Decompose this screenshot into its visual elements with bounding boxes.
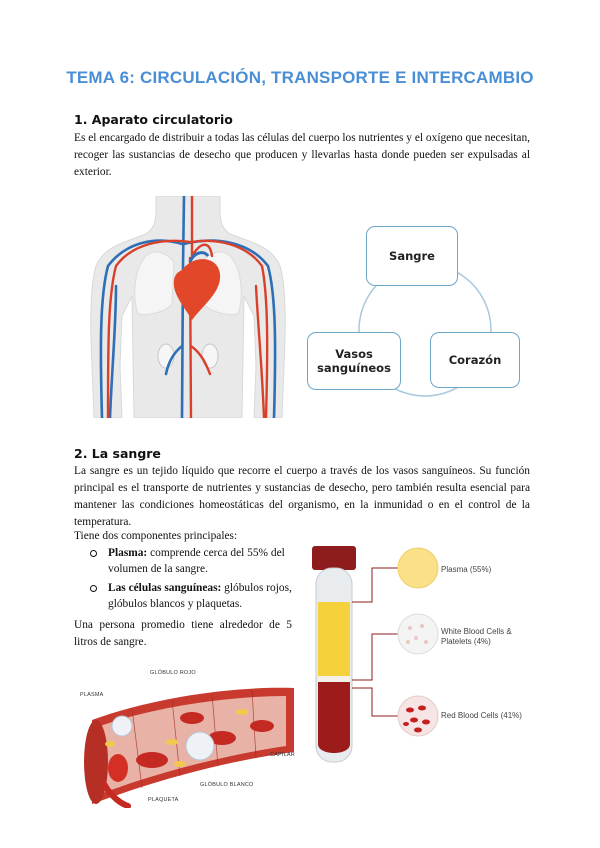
section-paragraph-aparato: Es el encargado de distribuir a todas las células del cuerpo los nutrientes y el oxígeno que necesitan, recoger las sustancias de desecho que producen y llevarlas hasta donde pueden ser expulsadas al exterior. [74, 132, 530, 178]
list-item [90, 545, 300, 577]
section-heading-sangre: 2. La sangre [74, 446, 161, 461]
tube-label-white: White Blood Cells & Platelets (4%) [441, 627, 512, 646]
section-heading-aparato: 1. Aparato circulatorio [74, 112, 233, 127]
component-text: glóbulos rojos, glóbulos blancos y plaquetas. [108, 582, 292, 610]
vessel-label-capillary: CAPILAR [270, 752, 295, 758]
cycle-node-sangre: Sangre [366, 226, 458, 286]
component-term: Plasma: [108, 547, 148, 559]
blood-vessel-illustration [72, 668, 302, 808]
blood-tube-illustration [308, 538, 548, 768]
section-paragraph-sangre: La sangre es un tejido líquido que recorre el cuerpo a través de los vasos sanguíneos. Su función principal es el transporte de nutrientes y sustancias de desecho, pero también resulta esencial para mantener las condiciones homeostáticas del organismo, en la inmunidad o en el control de la temperatura. [74, 465, 530, 528]
cycle-node-vasos: Vasos sanguíneos [307, 332, 401, 390]
tube-label-plasma: Plasma (55%) [441, 565, 492, 574]
circulatory-system-illustration [86, 196, 290, 418]
component-text: comprende cerca del 55% del volumen de la sangre. [108, 547, 285, 575]
blood-volume-note: Una persona promedio tiene alrededor de 5 litros de sangre. [74, 619, 292, 648]
component-term: Las células sanguíneas: [108, 582, 222, 594]
vessel-label-platelet: PLAQUETA [148, 797, 179, 803]
list-item [90, 580, 300, 612]
tube-label-red: Red Blood Cells (41%) [441, 711, 522, 720]
vessel-label-wbc: GLÓBULO BLANCO [200, 782, 254, 788]
components-intro: Tiene dos componentes principales: [74, 530, 238, 542]
cycle-node-corazon: Corazón [430, 332, 520, 388]
page-title: TEMA 6: CIRCULACIÓN, TRANSPORTE E INTERCAMBIO [66, 68, 534, 87]
vessel-label-rbc: GLÓBULO ROJO [150, 670, 196, 676]
vessel-label-plasma: PLASMA [80, 692, 104, 698]
components-list [90, 545, 300, 615]
